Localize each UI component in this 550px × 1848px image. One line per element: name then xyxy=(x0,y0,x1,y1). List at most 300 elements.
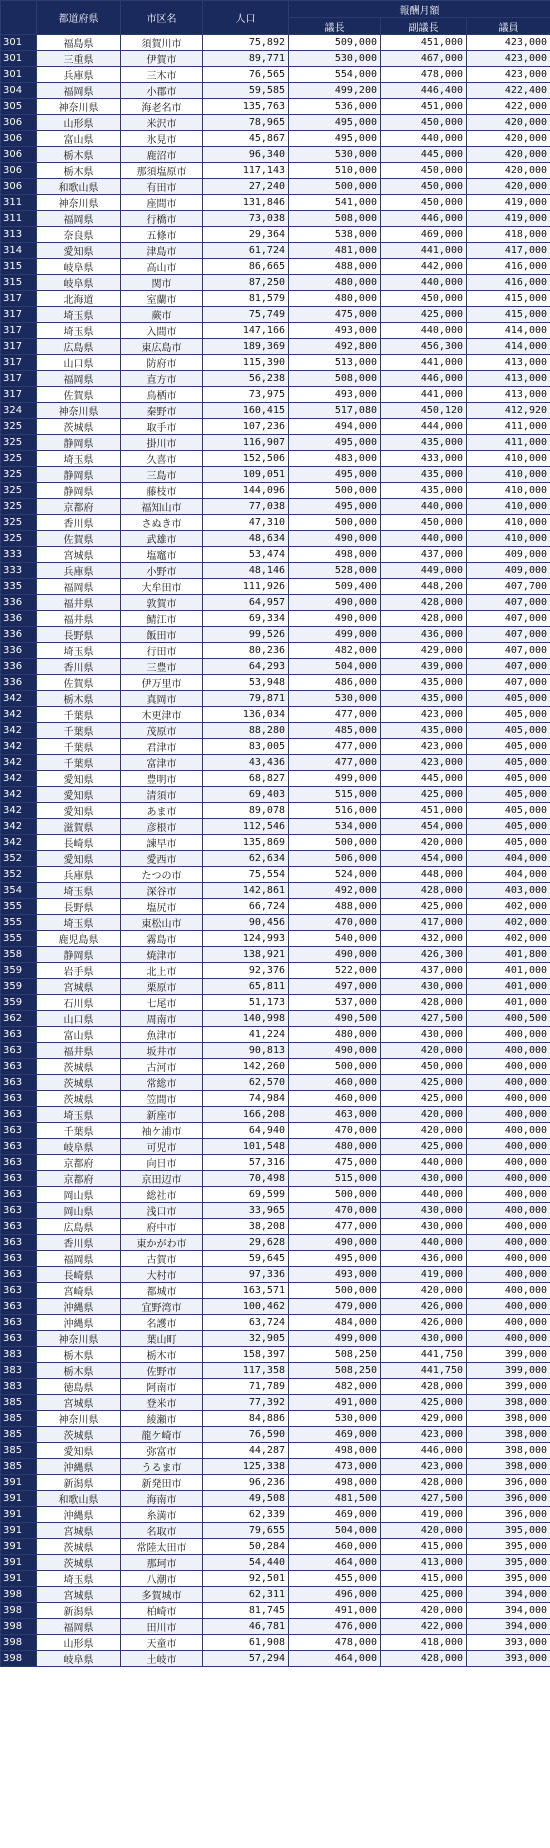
rank-cell: 336 xyxy=(1,595,37,611)
table-row xyxy=(1,739,550,755)
vice-chair-salary-cell: 427,500 xyxy=(381,1011,467,1027)
table-row xyxy=(1,1283,550,1299)
city-cell: 鳥栖市 xyxy=(121,387,203,403)
table-row xyxy=(1,899,550,915)
table-row xyxy=(1,451,550,467)
member-salary-cell: 405,000 xyxy=(467,787,550,803)
population-cell: 86,665 xyxy=(203,259,289,275)
chair-salary-cell: 493,000 xyxy=(289,323,381,339)
rank-cell: 359 xyxy=(1,995,37,1011)
rank-cell: 398 xyxy=(1,1603,37,1619)
population-cell: 81,745 xyxy=(203,1603,289,1619)
chair-salary-cell: 530,000 xyxy=(289,147,381,163)
table-row xyxy=(1,707,550,723)
city-cell: 君津市 xyxy=(121,739,203,755)
prefecture-cell: 徳島県 xyxy=(37,1379,121,1395)
vice-chair-salary-cell: 440,000 xyxy=(381,131,467,147)
rank-cell: 305 xyxy=(1,99,37,115)
prefecture-cell: 新潟県 xyxy=(37,1603,121,1619)
prefecture-cell: 福岡県 xyxy=(37,83,121,99)
member-salary-cell: 407,000 xyxy=(467,627,550,643)
chair-salary-cell: 530,000 xyxy=(289,691,381,707)
table-row xyxy=(1,1443,550,1459)
city-cell: 多賀城市 xyxy=(121,1587,203,1603)
table-row xyxy=(1,819,550,835)
vice-chair-salary-cell: 423,000 xyxy=(381,707,467,723)
population-cell: 33,965 xyxy=(203,1203,289,1219)
city-cell: 清須市 xyxy=(121,787,203,803)
rank-cell: 363 xyxy=(1,1027,37,1043)
member-salary-cell: 399,000 xyxy=(467,1347,550,1363)
vice-chair-salary-cell: 450,120 xyxy=(381,403,467,419)
member-salary-cell: 395,000 xyxy=(467,1555,550,1571)
population-cell: 68,827 xyxy=(203,771,289,787)
population-cell: 71,789 xyxy=(203,1379,289,1395)
rank-cell: 363 xyxy=(1,1059,37,1075)
rank-cell: 342 xyxy=(1,707,37,723)
city-cell: 北上市 xyxy=(121,963,203,979)
prefecture-cell: 富山県 xyxy=(37,1027,121,1043)
city-cell: 栃木市 xyxy=(121,1347,203,1363)
population-cell: 77,392 xyxy=(203,1395,289,1411)
city-cell: 古賀市 xyxy=(121,1251,203,1267)
chair-salary-cell: 499,000 xyxy=(289,1331,381,1347)
prefecture-cell: 埼玉県 xyxy=(37,307,121,323)
prefecture-cell: 宮城県 xyxy=(37,979,121,995)
member-salary-cell: 410,000 xyxy=(467,467,550,483)
population-cell: 88,280 xyxy=(203,723,289,739)
rank-cell: 385 xyxy=(1,1459,37,1475)
rank-cell: 317 xyxy=(1,307,37,323)
city-cell: 坂井市 xyxy=(121,1043,203,1059)
table-row xyxy=(1,659,550,675)
member-salary-cell: 422,400 xyxy=(467,83,550,99)
city-cell: 米沢市 xyxy=(121,115,203,131)
prefecture-cell: 山形県 xyxy=(37,115,121,131)
chair-salary-cell: 536,000 xyxy=(289,99,381,115)
prefecture-cell: 山形県 xyxy=(37,1635,121,1651)
member-salary-cell: 400,000 xyxy=(467,1219,550,1235)
prefecture-cell: 香川県 xyxy=(37,659,121,675)
population-cell: 89,078 xyxy=(203,803,289,819)
vice-chair-salary-cell: 435,000 xyxy=(381,435,467,451)
vice-chair-salary-cell: 425,000 xyxy=(381,787,467,803)
rank-cell: 342 xyxy=(1,771,37,787)
population-cell: 76,565 xyxy=(203,67,289,83)
chair-salary-cell: 473,000 xyxy=(289,1459,381,1475)
vice-chair-salary-cell: 420,000 xyxy=(381,1107,467,1123)
rank-cell: 391 xyxy=(1,1555,37,1571)
vice-chair-salary-cell: 435,000 xyxy=(381,723,467,739)
prefecture-cell: 三重県 xyxy=(37,51,121,67)
vice-chair-salary-cell: 417,000 xyxy=(381,915,467,931)
prefecture-cell: 福岡県 xyxy=(37,1619,121,1635)
member-salary-cell: 419,000 xyxy=(467,195,550,211)
rank-cell: 325 xyxy=(1,483,37,499)
table-row xyxy=(1,1539,550,1555)
table-row xyxy=(1,915,550,931)
member-salary-cell: 402,000 xyxy=(467,915,550,931)
rank-cell: 385 xyxy=(1,1443,37,1459)
vice-chair-salary-cell: 440,000 xyxy=(381,1187,467,1203)
chair-salary-cell: 476,000 xyxy=(289,1619,381,1635)
rank-cell: 363 xyxy=(1,1251,37,1267)
city-cell: 三豊市 xyxy=(121,659,203,675)
vice-chair-salary-cell: 427,500 xyxy=(381,1491,467,1507)
prefecture-cell: 宮城県 xyxy=(37,547,121,563)
rank-cell: 325 xyxy=(1,467,37,483)
rank-cell: 398 xyxy=(1,1587,37,1603)
city-cell: 焼津市 xyxy=(121,947,203,963)
prefecture-cell: 愛知県 xyxy=(37,1443,121,1459)
chair-salary-cell: 460,000 xyxy=(289,1075,381,1091)
vice-chair-salary-cell: 435,000 xyxy=(381,691,467,707)
chair-salary-cell: 470,000 xyxy=(289,915,381,931)
prefecture-cell: 静岡県 xyxy=(37,947,121,963)
member-salary-cell: 400,000 xyxy=(467,1059,550,1075)
member-salary-cell: 407,000 xyxy=(467,595,550,611)
prefecture-cell: 京都府 xyxy=(37,1155,121,1171)
prefecture-cell: 佐賀県 xyxy=(37,675,121,691)
chair-salary-cell: 478,000 xyxy=(289,1635,381,1651)
member-salary-cell: 400,000 xyxy=(467,1107,550,1123)
table-row xyxy=(1,1123,550,1139)
population-cell: 83,005 xyxy=(203,739,289,755)
prefecture-cell: 宮城県 xyxy=(37,1587,121,1603)
chair-salary-cell: 477,000 xyxy=(289,739,381,755)
vice-chair-salary-cell: 423,000 xyxy=(381,755,467,771)
rank-cell: 342 xyxy=(1,803,37,819)
prefecture-cell: 千葉県 xyxy=(37,723,121,739)
population-cell: 97,336 xyxy=(203,1267,289,1283)
city-cell: 行田市 xyxy=(121,643,203,659)
vice-chair-salary-cell: 423,000 xyxy=(381,1459,467,1475)
rank-cell: 301 xyxy=(1,51,37,67)
vice-chair-salary-cell: 450,000 xyxy=(381,163,467,179)
member-salary-cell: 407,000 xyxy=(467,611,550,627)
vice-chair-salary-cell: 428,000 xyxy=(381,883,467,899)
member-salary-cell: 413,000 xyxy=(467,387,550,403)
population-cell: 64,293 xyxy=(203,659,289,675)
rank-cell: 363 xyxy=(1,1107,37,1123)
table-row xyxy=(1,755,550,771)
population-cell: 66,724 xyxy=(203,899,289,915)
prefecture-cell: 佐賀県 xyxy=(37,387,121,403)
rank-cell: 385 xyxy=(1,1427,37,1443)
city-cell: 糸満市 xyxy=(121,1507,203,1523)
population-cell: 125,338 xyxy=(203,1459,289,1475)
chair-salary-cell: 480,000 xyxy=(289,1027,381,1043)
population-cell: 80,236 xyxy=(203,643,289,659)
prefecture-cell: 滋賀県 xyxy=(37,819,121,835)
prefecture-cell: 岐阜県 xyxy=(37,275,121,291)
table-row xyxy=(1,323,550,339)
city-cell: 大村市 xyxy=(121,1267,203,1283)
chair-salary-cell: 490,000 xyxy=(289,1235,381,1251)
chair-salary-cell: 479,000 xyxy=(289,1299,381,1315)
population-cell: 44,287 xyxy=(203,1443,289,1459)
rank-cell: 363 xyxy=(1,1267,37,1283)
rank-cell: 383 xyxy=(1,1347,37,1363)
population-cell: 115,390 xyxy=(203,355,289,371)
member-salary-cell: 418,000 xyxy=(467,227,550,243)
rank-cell: 306 xyxy=(1,131,37,147)
table-row xyxy=(1,643,550,659)
city-cell: 那珂市 xyxy=(121,1555,203,1571)
table-row xyxy=(1,1603,550,1619)
chair-salary-cell: 470,000 xyxy=(289,1203,381,1219)
chair-salary-cell: 508,000 xyxy=(289,211,381,227)
member-salary-cell: 400,000 xyxy=(467,1075,550,1091)
table-row xyxy=(1,531,550,547)
city-cell: 室蘭市 xyxy=(121,291,203,307)
table-row xyxy=(1,1587,550,1603)
population-cell: 69,403 xyxy=(203,787,289,803)
prefecture-cell: 兵庫県 xyxy=(37,563,121,579)
prefecture-cell: 岐阜県 xyxy=(37,1139,121,1155)
table-row xyxy=(1,931,550,947)
population-cell: 59,645 xyxy=(203,1251,289,1267)
prefecture-cell: 栃木県 xyxy=(37,1347,121,1363)
prefecture-cell: 愛知県 xyxy=(37,851,121,867)
vice-chair-salary-cell: 478,000 xyxy=(381,67,467,83)
prefecture-cell: 埼玉県 xyxy=(37,643,121,659)
table-row xyxy=(1,179,550,195)
header-chair: 議長 xyxy=(289,18,381,35)
city-cell: 向日市 xyxy=(121,1155,203,1171)
city-cell: 名取市 xyxy=(121,1523,203,1539)
table-row xyxy=(1,947,550,963)
city-cell: 常陸太田市 xyxy=(121,1539,203,1555)
chair-salary-cell: 480,000 xyxy=(289,291,381,307)
rank-cell: 363 xyxy=(1,1171,37,1187)
member-salary-cell: 400,000 xyxy=(467,1043,550,1059)
member-salary-cell: 396,000 xyxy=(467,1491,550,1507)
rank-cell: 359 xyxy=(1,979,37,995)
rank-cell: 363 xyxy=(1,1123,37,1139)
table-row xyxy=(1,275,550,291)
population-cell: 38,208 xyxy=(203,1219,289,1235)
rank-cell: 391 xyxy=(1,1491,37,1507)
population-cell: 112,546 xyxy=(203,819,289,835)
prefecture-cell: 福岡県 xyxy=(37,579,121,595)
chair-salary-cell: 460,000 xyxy=(289,1091,381,1107)
population-cell: 48,146 xyxy=(203,563,289,579)
member-salary-cell: 414,000 xyxy=(467,323,550,339)
prefecture-cell: 鹿児島県 xyxy=(37,931,121,947)
city-cell: 木更津市 xyxy=(121,707,203,723)
population-cell: 43,436 xyxy=(203,755,289,771)
member-salary-cell: 416,000 xyxy=(467,275,550,291)
vice-chair-salary-cell: 428,000 xyxy=(381,595,467,611)
member-salary-cell: 420,000 xyxy=(467,147,550,163)
population-cell: 117,143 xyxy=(203,163,289,179)
vice-chair-salary-cell: 428,000 xyxy=(381,1379,467,1395)
table-row xyxy=(1,1363,550,1379)
prefecture-cell: 山口県 xyxy=(37,355,121,371)
prefecture-cell: 山口県 xyxy=(37,1011,121,1027)
population-cell: 29,364 xyxy=(203,227,289,243)
vice-chair-salary-cell: 445,000 xyxy=(381,147,467,163)
population-cell: 117,358 xyxy=(203,1363,289,1379)
population-cell: 84,886 xyxy=(203,1411,289,1427)
vice-chair-salary-cell: 454,000 xyxy=(381,819,467,835)
population-cell: 131,846 xyxy=(203,195,289,211)
rank-cell: 385 xyxy=(1,1395,37,1411)
member-salary-cell: 402,000 xyxy=(467,899,550,915)
city-cell: 富津市 xyxy=(121,755,203,771)
vice-chair-salary-cell: 419,000 xyxy=(381,1507,467,1523)
prefecture-cell: 奈良県 xyxy=(37,227,121,243)
population-cell: 75,749 xyxy=(203,307,289,323)
member-salary-cell: 401,800 xyxy=(467,947,550,963)
chair-salary-cell: 497,000 xyxy=(289,979,381,995)
member-salary-cell: 407,000 xyxy=(467,659,550,675)
table-row xyxy=(1,803,550,819)
prefecture-cell: 茨城県 xyxy=(37,419,121,435)
prefecture-cell: 茨城県 xyxy=(37,1555,121,1571)
member-salary-cell: 400,000 xyxy=(467,1155,550,1171)
chair-salary-cell: 491,000 xyxy=(289,1395,381,1411)
rank-cell: 363 xyxy=(1,1139,37,1155)
population-cell: 101,548 xyxy=(203,1139,289,1155)
chair-salary-cell: 513,000 xyxy=(289,355,381,371)
city-cell: 宜野湾市 xyxy=(121,1299,203,1315)
rank-cell: 363 xyxy=(1,1315,37,1331)
rank-cell: 317 xyxy=(1,387,37,403)
rank-cell: 342 xyxy=(1,739,37,755)
population-cell: 69,599 xyxy=(203,1187,289,1203)
prefecture-cell: 福井県 xyxy=(37,611,121,627)
chair-salary-cell: 504,000 xyxy=(289,1523,381,1539)
chair-salary-cell: 460,000 xyxy=(289,1539,381,1555)
chair-salary-cell: 480,000 xyxy=(289,275,381,291)
prefecture-cell: 沖縄県 xyxy=(37,1315,121,1331)
vice-chair-salary-cell: 428,000 xyxy=(381,1651,467,1667)
city-cell: 有田市 xyxy=(121,179,203,195)
chair-salary-cell: 464,000 xyxy=(289,1651,381,1667)
vice-chair-salary-cell: 425,000 xyxy=(381,307,467,323)
rank-cell: 363 xyxy=(1,1091,37,1107)
vice-chair-salary-cell: 418,000 xyxy=(381,1635,467,1651)
population-cell: 62,570 xyxy=(203,1075,289,1091)
city-cell: 栗原市 xyxy=(121,979,203,995)
chair-salary-cell: 495,000 xyxy=(289,499,381,515)
table-row xyxy=(1,195,550,211)
vice-chair-salary-cell: 448,000 xyxy=(381,867,467,883)
prefecture-cell: 栃木県 xyxy=(37,1363,121,1379)
rank-cell: 314 xyxy=(1,243,37,259)
city-cell: 須賀川市 xyxy=(121,35,203,51)
city-cell: 入間市 xyxy=(121,323,203,339)
chair-salary-cell: 522,000 xyxy=(289,963,381,979)
population-cell: 76,590 xyxy=(203,1427,289,1443)
chair-salary-cell: 484,000 xyxy=(289,1315,381,1331)
city-cell: 深谷市 xyxy=(121,883,203,899)
population-cell: 29,628 xyxy=(203,1235,289,1251)
city-cell: たつの市 xyxy=(121,867,203,883)
member-salary-cell: 401,000 xyxy=(467,963,550,979)
population-cell: 65,811 xyxy=(203,979,289,995)
prefecture-cell: 埼玉県 xyxy=(37,1107,121,1123)
table-row xyxy=(1,83,550,99)
population-cell: 189,369 xyxy=(203,339,289,355)
table-row xyxy=(1,1171,550,1187)
population-cell: 27,240 xyxy=(203,179,289,195)
rank-cell: 355 xyxy=(1,915,37,931)
vice-chair-salary-cell: 451,000 xyxy=(381,99,467,115)
table-row xyxy=(1,1491,550,1507)
member-salary-cell: 404,000 xyxy=(467,851,550,867)
prefecture-cell: 静岡県 xyxy=(37,435,121,451)
chair-salary-cell: 500,000 xyxy=(289,1187,381,1203)
table-row xyxy=(1,611,550,627)
table-row xyxy=(1,227,550,243)
vice-chair-salary-cell: 415,000 xyxy=(381,1571,467,1587)
city-cell: 名護市 xyxy=(121,1315,203,1331)
rank-cell: 352 xyxy=(1,867,37,883)
table-row xyxy=(1,979,550,995)
chair-salary-cell: 498,000 xyxy=(289,547,381,563)
chair-salary-cell: 554,000 xyxy=(289,67,381,83)
city-cell: 東かがわ市 xyxy=(121,1235,203,1251)
population-cell: 79,871 xyxy=(203,691,289,707)
table-row xyxy=(1,771,550,787)
rank-cell: 363 xyxy=(1,1299,37,1315)
rank-cell: 325 xyxy=(1,515,37,531)
prefecture-cell: 京都府 xyxy=(37,1171,121,1187)
member-salary-cell: 401,000 xyxy=(467,979,550,995)
member-salary-cell: 401,000 xyxy=(467,995,550,1011)
rank-cell: 363 xyxy=(1,1235,37,1251)
table-row xyxy=(1,515,550,531)
chair-salary-cell: 475,000 xyxy=(289,1155,381,1171)
member-salary-cell: 407,000 xyxy=(467,675,550,691)
header-member: 議員 xyxy=(467,18,550,35)
chair-salary-cell: 483,000 xyxy=(289,451,381,467)
city-cell: 葉山町 xyxy=(121,1331,203,1347)
chair-salary-cell: 495,000 xyxy=(289,467,381,483)
city-cell: 茂原市 xyxy=(121,723,203,739)
member-salary-cell: 417,000 xyxy=(467,243,550,259)
population-cell: 47,310 xyxy=(203,515,289,531)
vice-chair-salary-cell: 450,000 xyxy=(381,1059,467,1075)
table-row xyxy=(1,403,550,419)
rank-cell: 333 xyxy=(1,547,37,563)
prefecture-cell: 広島県 xyxy=(37,1219,121,1235)
city-cell: 三木市 xyxy=(121,67,203,83)
member-salary-cell: 400,000 xyxy=(467,1331,550,1347)
prefecture-cell: 埼玉県 xyxy=(37,1571,121,1587)
rank-cell: 342 xyxy=(1,787,37,803)
table-row xyxy=(1,1651,550,1667)
member-salary-cell: 393,000 xyxy=(467,1651,550,1667)
city-cell: 愛西市 xyxy=(121,851,203,867)
prefecture-cell: 千葉県 xyxy=(37,1123,121,1139)
table-row xyxy=(1,483,550,499)
population-cell: 142,260 xyxy=(203,1059,289,1075)
chair-salary-cell: 541,000 xyxy=(289,195,381,211)
member-salary-cell: 423,000 xyxy=(467,35,550,51)
rank-cell: 358 xyxy=(1,947,37,963)
city-cell: 海南市 xyxy=(121,1491,203,1507)
table-row xyxy=(1,835,550,851)
prefecture-cell: 静岡県 xyxy=(37,483,121,499)
member-salary-cell: 420,000 xyxy=(467,115,550,131)
vice-chair-salary-cell: 425,000 xyxy=(381,1139,467,1155)
population-cell: 152,506 xyxy=(203,451,289,467)
table-row xyxy=(1,691,550,707)
